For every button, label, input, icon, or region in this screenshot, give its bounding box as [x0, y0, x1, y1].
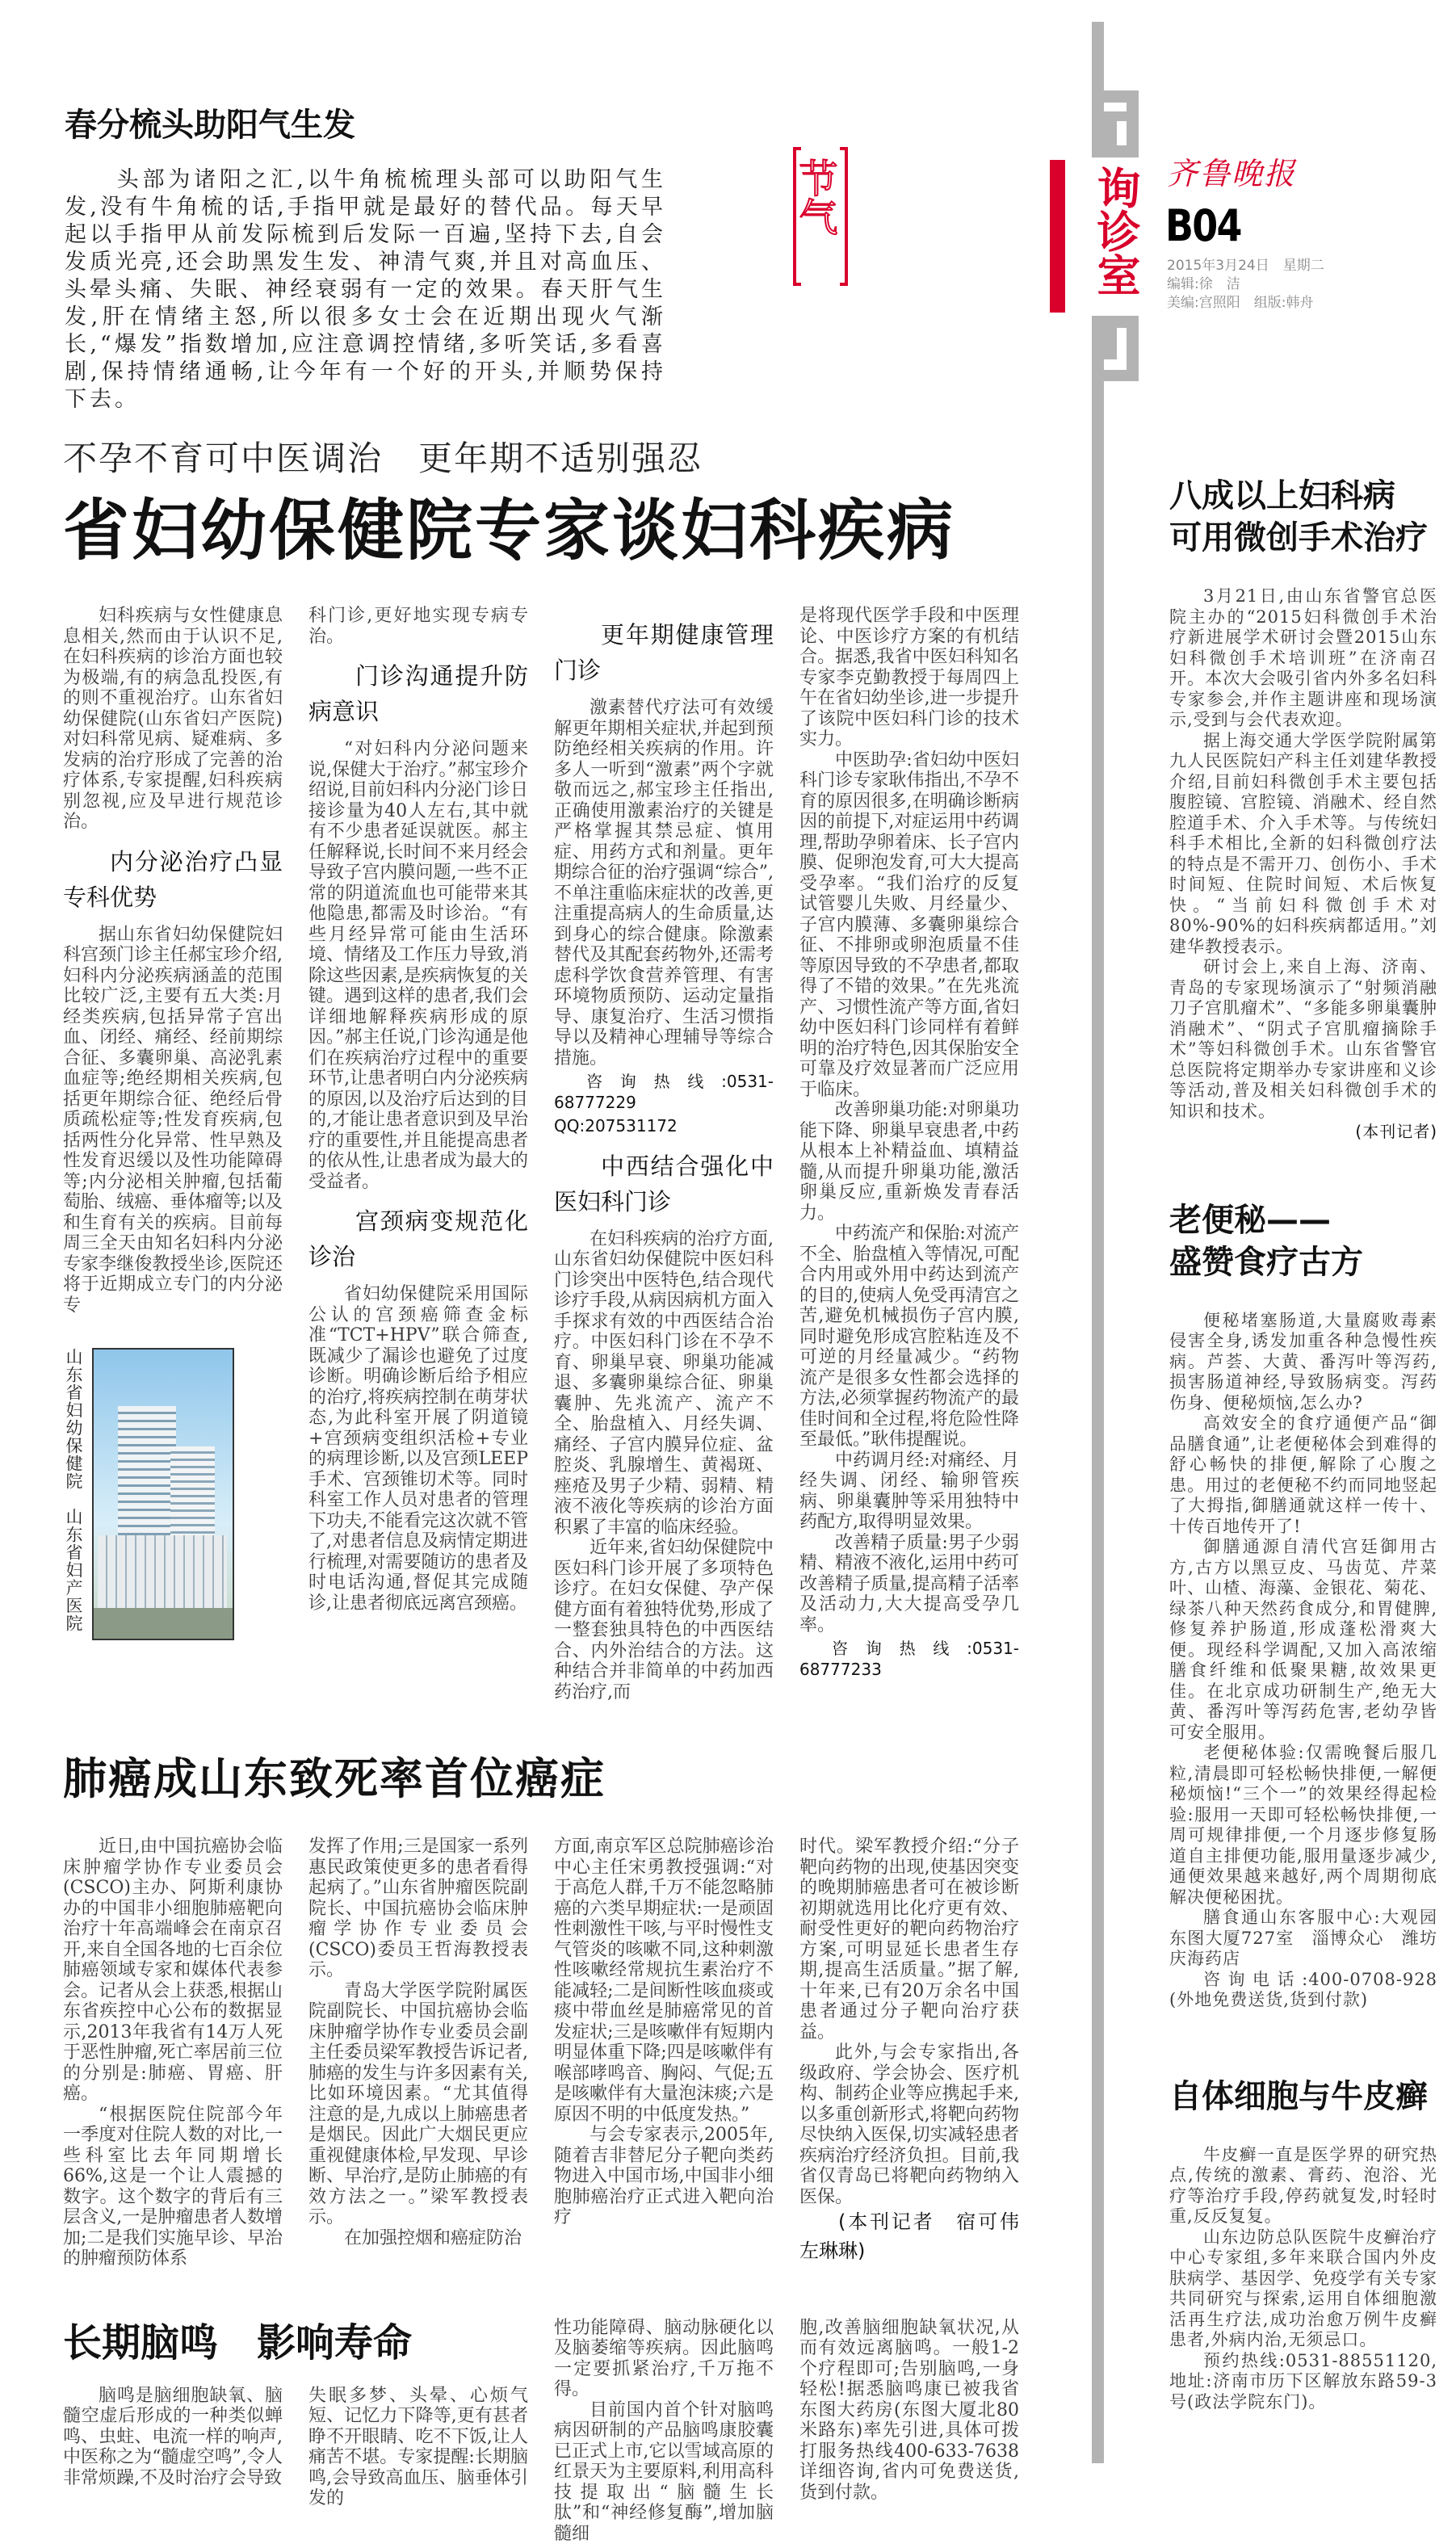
byline: (本刊记者)	[1169, 1122, 1437, 1143]
paragraph: 中药调月经:对痛经、月经失调、闭经、输卵管疾病、卵巢囊肿等采用独特中药配方,取得明显效果。	[799, 1450, 1019, 1533]
paragraph: 改善卵巢功能:对卵巢功能下降、卵巢早衰患者,中药从根本上补精益血、填精益髓,从而提升卵巢功能,激活卵巢反应,重新焕发青春活力。	[799, 1100, 1019, 1224]
constipation-title	[1169, 1199, 1444, 1283]
title-line-2: 可用微创手术治疗	[1169, 517, 1444, 559]
paragraph: 青岛大学医学院附属医院副院长、中国抗癌协会临床肿瘤学协作专业委员会副主任委员梁军教授告诉记者,肺癌的发生与许多因素有关,比如环境因素。“尤其值得注意的是,九成以上肺癌患者是烟民。因此广大烟民更应重视健康体检,早发现、早诊断、早治疗,是防止肺癌的有效方法之一。”梁军教授表示。	[308, 1981, 528, 2228]
paragraph: 脑鸣是脑细胞缺氧、脑髓空虚后形成的一种类似蝉鸣、虫蛀、电流一样的响声,中医称之为“髓虚空鸣”,令人非常烦躁,不及时治疗会导致	[63, 2386, 283, 2489]
paragraph-continued: 时代。梁军教授介绍:“分子靶向药物的出现,使基因突变的晚期肺癌患者可在被诊断初期就选用比化疗更有效、耐受性更好的靶向药物治疗方案,可明显延长患者生存期,提高生活质量。”据了解,十年来,已有20万余名中国患者通过分子靶向治疗获益。	[799, 1837, 1019, 2042]
paragraph: “对妇科内分泌问题来说,保健大于治疗。”郝宝珍介绍说,目前妇科内分泌门诊日接诊量为40人左右,其中就有不少患者延误就医。郝主任解释说,长时间不来月经会导致子宫内膜问题,一些不正常的阴道流血也可能带来其他隐患,都需及时诊治。“有些月经异常可能由生活环境、情绪及工作压力导致,消除这些因素,是疾病恢复的关键。遇到这样的患者,我们会详细地解释疾病形成的原因。”郝主任说,门诊沟通是他们在疾病治疗过程中的重要环节,让患者明白内分泌疾病的原因,以及治疗后达到的目的,才能让患者意识到及早治疗的重要性,并且能提高患者的依从性,让患者成为最大的受益者。	[308, 739, 528, 1192]
brain-article-column-3	[554, 2318, 774, 2544]
hotline: 咨询热线:0531-68777233	[799, 1639, 1019, 1680]
editor-credit: 编辑:徐 洁	[1167, 275, 1324, 294]
staff-credit: 美编:宫照阳 组版:韩舟	[1167, 294, 1324, 313]
byline: (本刊记者 宿可伟 左琳琳)	[799, 2207, 1019, 2265]
paragraph: 省妇幼保健院采用国际公认的宫颈癌筛查金标准“TCT+HPV”联合筛查,既减少了漏诊也避免了过度诊断。明确诊断后给予相应的治疗,将疾病控制在萌芽状态,为此科室开展了阴道镜+宫颈病变组织活检+专业的病理诊断,以及宫颈LEEP手术、宫颈锥切术等。同时科室工作人员对患者的管理下功夫,不能看完这次就不管了,对患者信息及病情定期进行梳理,对需要随访的患者及时电话沟通,督促其完成随诊,让患者彻底远离宫颈癌。	[308, 1284, 528, 1614]
brain-article-column-1	[63, 2386, 283, 2489]
paragraph: 近日,由中国抗癌协会临床肿瘤学协作专业委员会(CSCO)主办、阿斯利康协办的中国非小细胞肺癌靶向治疗十年高端峰会在南京召开,来自全国各地的七百余位肺癌领域专家和媒体代表参会。记者从会上获悉,根据山东省疾控中心公布的数据显示,2013年我省有14万人死于恶性肿瘤,死亡率居前三位的分别是:肺癌、胃癌、肝癌。	[63, 1837, 283, 2105]
paragraph: 激素替代疗法可有效缓解更年期相关症状,并起到预防绝经相关疾病的作用。许多人一听到“激素”两个字就敬而远之,郝宝珍主任指出,正确使用激素治疗的关键是严格掌握其禁忌症、慎用症、用药方式和剂量。更年期综合征的治疗强调“综合”,不单注重临床症状的改善,更注重提高病人的生命质量,达到身心的综合健康。除激素替代及其配套药物外,还需考虑科学饮食营养管理、有害环境物质预防、运动定量指导、康复治疗、生活习惯指导以及精神心理辅导等综合措施。	[554, 698, 774, 1068]
main-article-column-2	[308, 606, 528, 1614]
section-heading: 门诊沟通提升防病意识	[308, 658, 528, 729]
qq-number: QQ:207531172	[554, 1116, 774, 1137]
paragraph: 与会专家表示,2005年,随着吉非替尼分子靶向类药物进入中国市场,中国非小细胞肺癌治疗正式进入靶向治疗	[554, 2125, 774, 2228]
paragraph: 牛皮癣一直是医学界的研究热点,传统的激素、膏药、泡浴、光疗等治疗手段,停药就复发,时轻时重,反反复复。	[1169, 2145, 1437, 2227]
main-article-subtitle: 不孕不育可中医调治 更年期不适别强忍	[63, 436, 1032, 481]
psoriasis-title: 自体细胞与牛皮癣	[1169, 2076, 1444, 2118]
paragraph: 御膳通源自清代宫廷御用古方,古方以黑豆皮、马齿苋、芹菜叶、山楂、海藻、金银花、菊花、绿茶八种天然药食成分,和胃健脾,修复养护肠道,形成蓬松滑爽大便。现经科学调配,又加入高浓缩膳食纤维和低聚果糖,故效果更佳。在北京成功研制生产,绝无大黄、番泻叶等泻药危害,老幼孕皆可安全服用。	[1169, 1537, 1437, 1743]
paragraph-continued: 失眠多梦、头晕、心烦气短、记忆力下降等,更有甚者睁不开眼睛、吃不下饭,让人痛苦不堪。专家提醒:长期脑鸣,会导致高血压、脑垂体引发的	[308, 2386, 528, 2509]
hotline: 咨询热线:0531-68777229	[554, 1072, 774, 1113]
brain-article-title: 长期脑鸣 影响寿命	[63, 2318, 412, 2368]
paragraph-continued: 性功能障碍、脑动脉硬化以及脑萎缩等疾病。因此脑鸣一定要抓紧治疗,千万拖不得。	[554, 2318, 774, 2400]
lung-article	[63, 1751, 1032, 2269]
column-tag	[793, 147, 848, 286]
spring-article-body: 头部为诸阳之汇,以牛角梳梳理头部可以助阳气生发,没有牛角梳的话,手指甲就是最好的替代品。每天早起以手指甲从前发际梳到后发际一百遍,坚持下去,自会发质光亮,还会助黑发生发、神清气爽,并且对高血压、头晕头痛、失眠、神经衰弱有一定的效果。春天肝气生发,肝在情绪主怒,所以很多女士会在近期出现火气渐长,“爆发”指数增加,应注意调控情绪,多听笑话,多看喜剧,保持情绪通畅,让今年有一个好的开头,并顺势保持下去。	[65, 166, 666, 414]
column-tag-label: 节气	[799, 158, 841, 236]
paragraph: 研讨会上,来自上海、济南、青岛的专家现场演示了“射频消融刀子宫肌瘤术”、“多能多卵巢囊肿消融术”、“阴式子宫肌瘤摘除手术”等妇科微创手术。山东省警官总医院将定期举办专家讲座和义诊等活动,普及相关妇科微创手术的知识和技术。	[1169, 957, 1437, 1122]
main-article-column-4	[799, 606, 1019, 1683]
paragraph: 便秘堵塞肠道,大量腐败毒素侵害全身,诱发加重各种急慢性疾病。芦荟、大黄、番泻叶等泻药,损害肠道神经,导致肠病变。泻药伤身、便秘烦恼,怎么办?	[1169, 1311, 1437, 1414]
paragraph: 妇科疾病与女性健康息息相关,然而由于认识不足,在妇科疾病的诊治方面也较为极端,有的病急乱投医,有的则不重视治疗。山东省妇幼保健院(山东省妇产医院)对妇科常见病、疑难病、多发病的治疗形成了完善的治疗体系,专家提醒,妇科疾病别忽视,应及早进行规范诊治。	[63, 606, 283, 833]
spring-article-title: 春分梳头助阳气生发	[65, 105, 355, 145]
paragraph: 目前国内首个针对脑鸣病因研制的产品脑鸣康胶囊已正式上市,它以雪域高原的红景天为主要原料,利用高科技提取出“脑髓生长肽”和“神经修复酶”,增加脑髓细	[554, 2400, 774, 2544]
paragraph: 山东边防总队医院牛皮癣治疗中心专家组,多年来联合国内外皮肤病学、基因学、免疫学有关专家共同研究与探索,运用自体细胞激活再生疗法,成功治愈万例牛皮癣患者,外病内治,无须忌口。	[1169, 2227, 1437, 2351]
paragraph: 高效安全的食疗通便产品“御品膳食通”,让老便秘体会到难得的舒心畅快的排便,解除了心腹之患。用过的老便秘不约而同地竖起了大拇指,御膳通就这样一传十、十传百地传开了!	[1169, 1413, 1437, 1537]
paragraph: “根据医院住院部今年一季度对住院人数的对比,一些科室比去年同期增长66%,这是一个让人震撼的数字。这个数字的背后有三层含义,一是肿瘤患者人数增加;二是我们实施早诊、早治的肿瘤预防体系	[63, 2105, 283, 2269]
contact: 预约热线:0531-88551120,地址:济南市历下区解放东路59-3号(政法学院东门)。	[1169, 2351, 1437, 2413]
newspaper-logo: 齐鲁晚报	[1167, 155, 1296, 192]
paragraph: 据山东省妇幼保健院妇科宫颈门诊主任郝宝珍介绍,妇科内分泌疾病涵盖的范围比较广泛,主要有五大类:月经类疾病,包括异常子宫出血、闭经、痛经、经前期综合征、多囊卵巢、高泌乳素血症等;绝经期相关疾病,包括更年期综合征、绝经后骨质疏松症等;性发育疾病,包括两性分化异常、性早熟及性发育迟缓以及性功能障碍等;内分泌相关肿瘤,包括葡萄胎、绒癌、垂体瘤等;以及和生育有关的疾病。目前每周三全天由知名妇科内分泌专家李继俊教授坐诊,医院还将于近期成立专门的内分泌专	[63, 925, 283, 1316]
paragraph: 中药流产和保胎:对流产不全、胎盘植入等情况,可配合内用或外用中药达到流产的目的,使病人免受再清宫之苦,避免机械损伤子宫内膜,同时避免形成宫腔粘连及不可逆的月经量减少。“药物流产是很多女性都会选择的方法,必须掌握药物流产的最佳时间和全过程,将危险性降至最低。”耿伟提醒说。	[799, 1224, 1019, 1450]
photo-caption: 山东省妇幼保健院 山东省妇产医院	[63, 1348, 84, 1632]
paragraph: 此外,与会专家指出,各级政府、学会协会、医疗机构、制药企业等应携起手来,以多重创新形式,将靶向药物尽快纳入医保,切实减轻患者疾病治疗经济负担。目前,我省仅青岛已将靶向药物纳入医保。	[799, 2042, 1019, 2207]
paragraph-continued: 科门诊,更好地实现专病专治。	[308, 606, 528, 647]
lung-article-title: 肺癌成山东致死率首位癌症	[63, 1751, 1032, 1807]
paragraph-continued: 是将现代医学手段和中医理论、中医诊疗方案的有机结合。据悉,我省中医妇科知名专家李克勤教授于每周四上午在省妇幼坐诊,进一步提升了该院中医妇科门诊的技术实力。	[799, 606, 1019, 750]
paragraph: 在加强控烟和癌症防治	[308, 2228, 528, 2249]
paragraph-continued: 方面,南京军区总院肺癌诊治中心主任宋勇教授强调:“对于高危人群,千万不能忽略肺癌的六类早期症状:一是顽固性刺激性干咳,与平时慢性支气管炎的咳嗽不同,这种刺激性咳嗽经常规抗生素治疗不能减轻;二是间断性咳血痰或痰中带血丝是肺癌常见的首发症状;三是咳嗽伴有短期内明显体重下降;四是咳嗽伴有喉部哮鸣音、胸闷、气促;五是咳嗽伴有大量泡沫痰;六是原因不明的中低度发热。”	[554, 1837, 774, 2125]
section-heading: 内分泌治疗凸显专科优势	[63, 844, 283, 915]
main-article-column-3	[554, 606, 774, 1702]
section-heading: 更年期健康管理门诊	[554, 617, 774, 688]
minimally-invasive-body	[1169, 586, 1437, 1143]
main-article-title: 省妇幼保健院专家谈妇科疾病	[63, 491, 1032, 572]
lung-article-column-3	[554, 1837, 774, 2228]
issue-date: 2015年3月24日 星期二	[1167, 257, 1324, 275]
title-line-1: 老便秘——	[1169, 1199, 1444, 1241]
paragraph: 老便秘体验:仅需晚餐后服几粒,清晨即可轻松畅快排便,一解便秘烦恼!“三个一”的效果经得起检验:服用一天即可轻松畅快排便,一周可规律排便,一个月逐步修复肠道自主排便功能,服用量逐步减少,通便效果越来越好,两个周期彻底解决便秘困扰。	[1169, 1743, 1437, 1908]
masthead-red-bar	[1050, 160, 1065, 313]
brain-article	[63, 2318, 1032, 2544]
title-line-1: 八成以上妇科病	[1169, 475, 1444, 517]
right-sidebar	[1169, 475, 1444, 2412]
minimally-invasive-title	[1169, 475, 1444, 559]
lung-article-column-1	[63, 1837, 283, 2269]
paragraph: 3月21日,由山东省警官总医院主办的“2015妇科微创手术治疗新进展学术研讨会暨2015山东妇科微创手术培训班”在济南召开。本次大会吸引省内外多名妇科专家参会,并作主题讲座和现场演示,受到与会代表欢迎。	[1169, 586, 1437, 731]
service-center: 膳食通山东客服中心:大观园东图大厦727室 淄博众心 潍坊庆海药店	[1169, 1908, 1437, 1970]
lung-article-column-4	[799, 1837, 1019, 2265]
hospital-building-photo	[92, 1348, 234, 1640]
photo-block	[63, 1348, 283, 1640]
paragraph-continued: 发挥了作用;三是国家一系列惠民政策使更多的患者看得起病了。”山东省肿瘤医院副院长、中国抗癌协会临床肿瘤学协作专业委员会(CSCO)委员王哲海教授表示。	[308, 1837, 528, 1981]
paragraph: 在妇科疾病的治疗方面,山东省妇幼保健院中医妇科门诊突出中医特色,结合现代诊疗手段,从病因病机方面入手探求有效的中西医结合治疗。中医妇科门诊在不孕不育、卵巢早衰、卵巢功能减退、多囊卵巢综合征、卵巢囊肿、先兆流产、流产不全、胎盘植入、月经失调、痛经、子宫内膜异位症、盆腔炎、乳腺增生、黄褐斑、痤疮及男子少精、弱精、精液不液化等疾病的诊治方面积累了丰富的临床经验。	[554, 1229, 774, 1539]
fret-border-decoration	[1082, 0, 1147, 2463]
column-1-text	[63, 606, 283, 1316]
section-heading: 中西结合强化中医妇科门诊	[554, 1148, 774, 1220]
section-heading: 宫颈病变规范化诊治	[308, 1203, 528, 1274]
main-article-column-1	[63, 606, 283, 1640]
paragraph: 改善精子质量:男子少弱精、精液不液化,运用中药可改善精子质量,提高精子活率及活动力,大大提高受孕几率。	[799, 1533, 1019, 1636]
hotline: 咨询电话:400-0708-928 (外地免费送货,货到付款)	[1169, 1970, 1437, 2011]
brain-article-column-4	[799, 2318, 1019, 2504]
paragraph: 中医助孕:省妇幼中医妇科门诊专家耿伟指出,不孕不育的原因很多,在明确诊断病因的前提下,对症运用中药调理,帮助孕卵着床、长子宫内膜、促卵泡发育,可大大提高受孕率。“我们治疗的反复试管婴儿失败、月经量少、子宫内膜薄、多囊卵巢综合征、不排卵或卵泡质量不佳等原因导致的不孕患者,都取得了不错的效果。”在先兆流产、习惯性流产等方面,省妇幼中医妇科门诊同样有着鲜明的治疗特色,因其保胎安全可靠及疗效显著而广泛应用于临床。	[799, 750, 1019, 1101]
constipation-body	[1169, 1311, 1437, 2011]
main-article	[63, 436, 1032, 1702]
paragraph: 近年来,省妇幼保健院中医妇科门诊开展了多项特色诊疗。在妇女保健、孕产保健方面有着独特优势,形成了一整套独具特色的中西医结合、内外治结合的方法。这种结合并非简单的中药加西药治疗,而	[554, 1538, 774, 1702]
page-number: B04	[1165, 200, 1241, 252]
psoriasis-body	[1169, 2145, 1437, 2413]
lung-article-column-2	[308, 1837, 528, 2248]
main-content	[63, 436, 1032, 2544]
paragraph: 据上海交通大学医学院附属第九人民医院妇产科主任刘建华教授介绍,目前妇科微创手术主要包括腹腔镜、宫腔镜、消融术、经自然腔道手术、介入手术等。与传统妇科手术相比,全新的妇科微创疗法的特点是不需开刀、创伤小、手术时间短、住院时间短、术后恢复快。“当前妇科微创手术对80%-90%的妇科疾病都适用。”刘建华教授表示。	[1169, 731, 1437, 958]
brain-article-column-2	[308, 2386, 528, 2509]
section-name: 询诊室	[1090, 166, 1139, 296]
title-line-2: 盛赞食疗古方	[1169, 1241, 1444, 1283]
paragraph-continued: 胞,改善脑细胞缺氧状况,从而有效远离脑鸣。一般1-2个疗程即可;告别脑鸣,一身轻松!据悉脑鸣康已被我省东图大药房(东图大厦北80米路东)率先引进,具体可拨打服务热线400-633-7638详细咨询,省内可免费送货,货到付款。	[799, 2318, 1019, 2504]
